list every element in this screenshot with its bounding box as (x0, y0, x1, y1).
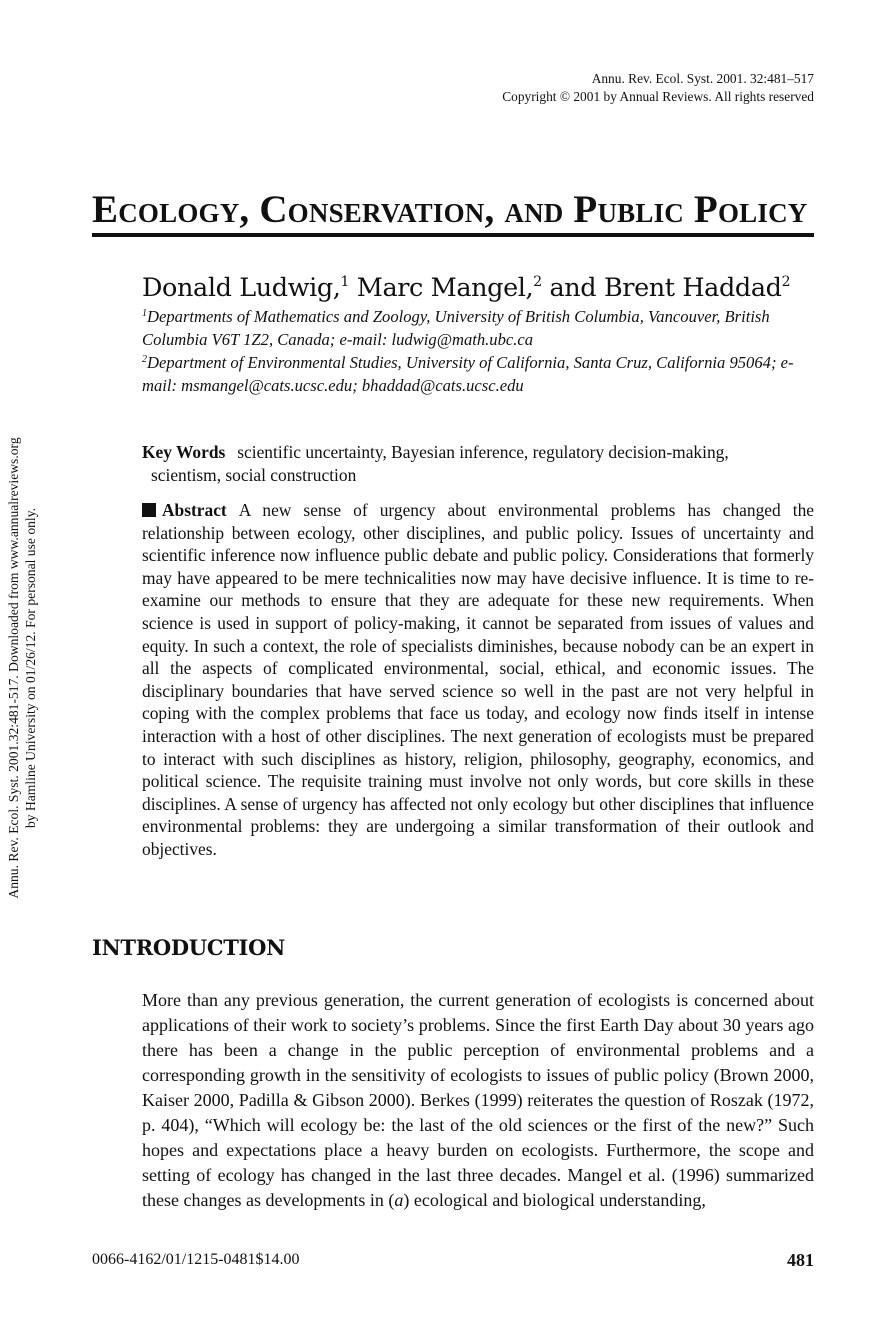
article-title: Ecology, Conservation, and Public Policy (92, 188, 808, 231)
author-affil-mark: 2 (533, 274, 542, 290)
paragraph-text: ) ecological and biological understanding, (403, 1190, 706, 1210)
keywords-label: Key Words (142, 442, 226, 462)
paragraph-text: More than any previous generation, the current generation of ecologists is concerned about applications of their work to society’s problems. Since the first Earth Day about 30 years ago there has been a change in the public perception of environmental problems and a corresponding growth in the sensitivity of ecologists to issues of public policy (Brown 2000, Kaiser 2000, Padilla & Gibson 2000). Berkes (1999) reiterates the question of Roszak (1972, p. 404), “Which will ecology be: the last of the old sciences or the first of the new?” Such hopes and expectations place a heavy burden on ecologists. Furthermore, the scope and setting of ecology has changed in the last three decades. Mangel et al. (1996) summarized these changes as developments in ( (142, 990, 814, 1210)
square-bullet-icon (142, 503, 156, 517)
author-affil-mark: 2 (781, 274, 791, 290)
abstract-text: A new sense of urgency about environmental problems has changed the relationship between ecology, other disciplines, and public policy. Issues of uncertainty and scientific inference now influence public debate and public policy. Considerations that formerly may have appeared to be mere technicalities now may have decisive influence. It is time to re-examine our methods to ensure that they are adequate for these new requirements. When science is used in support of policy-making, it cannot be separated from issues of values and equity. In such a context, the role of specialists diminishes, because nobody can be an expert in all the aspects of complicated environmental, social, ethical, and economic issues. The disciplinary boundaries that have served science so well in the past are not very helpful in coping with the complex problems that face us today, and ecology now finds itself in intense interaction with a host of other disciplines. The next generation of ecologists must be prepared to interact with such disciplines as history, religion, philosophy, geography, economics, and political science. The requisite training must involve not only words, but core skills in these disciplines. A sense of urgency has affected not only ecology but other disciplines that influence environmental problems: they are undergoing a similar transformation of their outlook and objectives. (142, 500, 814, 859)
affiliation-mark: 2 (142, 354, 147, 365)
author-affil-mark: 1 (340, 274, 350, 290)
author-name: and Brent Haddad (549, 273, 782, 303)
keywords-line: scientism, social construction (151, 465, 357, 485)
abstract-label: Abstract (162, 500, 227, 520)
download-note-line: by Hamline University on 01/26/12. For personal use only. (23, 507, 38, 829)
abstract (142, 499, 814, 861)
affiliation-text: Department of Environmental Studies, University of California, Santa Cruz, California 95064; e-mail: msmangel@cats.ucsc.edu; bhaddad@cats.ucsc.edu (142, 353, 794, 395)
author-list (142, 273, 790, 303)
article-code: 0066-4162/01/1215-0481$14.00 (92, 1251, 300, 1268)
list-marker: a (394, 1190, 404, 1210)
affiliation (142, 351, 817, 397)
author-name: Marc Mangel, (356, 273, 534, 303)
download-note-line: Annu. Rev. Ecol. Syst. 2001.32:481-517. Downloaded from www.annualreviews.org (6, 437, 21, 899)
section-heading: INTRODUCTION (92, 935, 285, 960)
page-number: 481 (787, 1250, 814, 1270)
introduction-paragraph (142, 988, 814, 1213)
copyright-notice: Copyright © 2001 by Annual Reviews. All rights reserved (502, 89, 814, 104)
journal-citation: Annu. Rev. Ecol. Syst. 2001. 32:481–517 (591, 71, 814, 86)
keywords (142, 441, 814, 487)
author-name: Donald Ludwig, (142, 273, 341, 303)
title-rule (92, 233, 814, 237)
affiliation (142, 305, 817, 351)
journal-header (502, 70, 814, 106)
affiliation-mark: 1 (142, 308, 147, 319)
affiliation-text: Departments of Mathematics and Zoology, University of British Columbia, Vancouver, British Columbia V6T 1Z2, Canada; e-mail: ludwig@math.ubc.ca (142, 307, 770, 349)
keywords-line: scientific uncertainty, Bayesian inference, regulatory decision-making, (237, 442, 729, 462)
